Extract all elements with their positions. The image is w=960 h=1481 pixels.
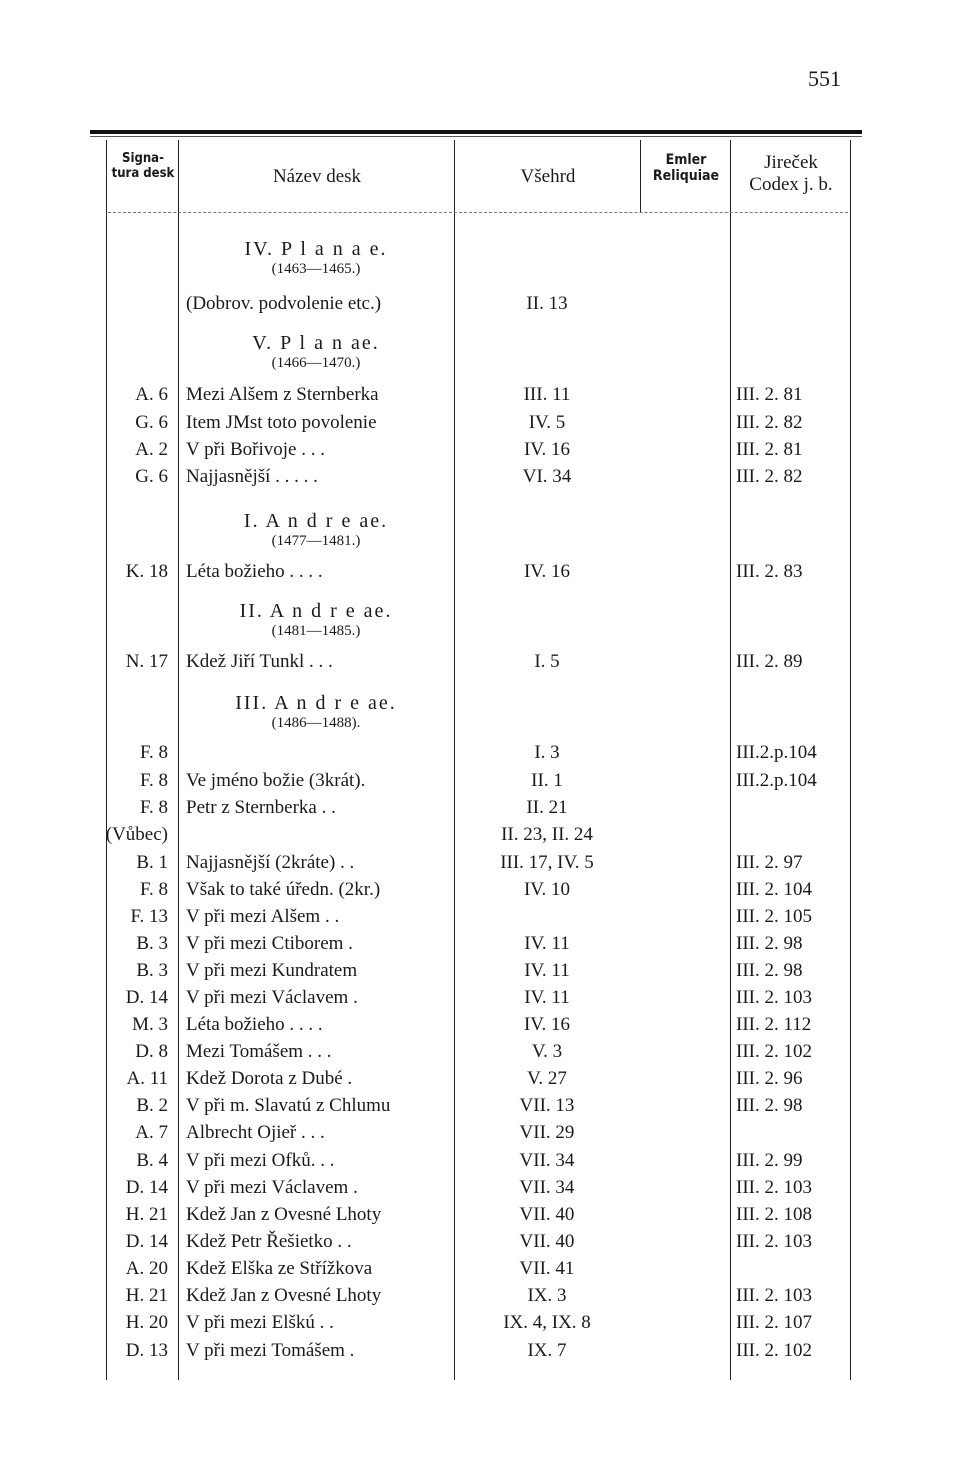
cell-vsehrd: VII. 34 [519,1150,575,1171]
table-row [0,906,960,933]
cell-vsehrd: VII. 29 [519,1122,575,1143]
cell-jirecek: III. 2. 104 [736,879,812,900]
section-years: (1477—1481.) [271,533,361,549]
cell-vsehrd: IX. 7 [527,1340,567,1361]
cell-jirecek: III. 2. 98 [736,960,803,981]
cell-vsehrd: IV. 11 [524,987,570,1008]
cell-name: Ve jméno božie (3krát). [186,770,366,791]
cell-sig: H. 20 [125,1312,168,1333]
cell-name: Kdež Elška ze Střížkova [186,1258,373,1279]
table-row [0,466,960,493]
cell-sig: F. 8 [139,770,168,791]
cell-jirecek: III. 2. 105 [736,906,812,927]
header-jirecek [732,152,850,196]
cell-jirecek: III. 2. 112 [736,1014,812,1035]
page-number: 551 [808,66,841,91]
table-row [0,852,960,879]
table-row [0,412,960,439]
header-signatura-line2: tura desk [111,165,175,181]
cell-vsehrd: II. 13 [526,293,568,314]
header-divider [108,212,848,213]
cell-jirecek: III.2.p.104 [736,742,817,763]
cell-vsehrd: II. 21 [526,797,568,818]
table-row [0,987,960,1014]
cell-name: Albrecht Ojieř . . . [186,1122,325,1143]
cell-vsehrd: VII. 34 [519,1177,575,1198]
cell-name: Item JMst toto povolenie [186,412,377,433]
header-signatura-line1: Signa- [122,151,164,166]
cell-vsehrd: V. 27 [527,1068,567,1089]
cell-sig: (Vůbec) [105,824,168,845]
header-vsehrd: Všehrd [520,166,576,187]
header-signatura [108,152,178,182]
cell-name: Léta božieho . . . . [186,1014,323,1035]
header-emler-line2: Reliquiae [652,168,720,185]
section-heading [186,238,446,278]
table-row [0,561,960,588]
cell-jirecek: III. 2. 102 [736,1340,812,1361]
cell-jirecek: III. 2. 107 [736,1312,812,1333]
cell-vsehrd: II. 1 [531,770,563,791]
cell-name: V při Bořivoje . . . [186,439,325,460]
cell-jirecek: III. 2. 103 [736,1231,812,1252]
table-row [0,1258,960,1285]
cell-sig: D. 8 [135,1041,168,1062]
cell-vsehrd: VII. 40 [519,1204,575,1225]
cell-sig: F. 8 [139,742,168,763]
cell-jirecek: III. 2. 82 [736,466,803,487]
cell-name: Kdež Dorota z Dubé . [186,1068,353,1089]
cell-vsehrd: VII. 41 [519,1258,575,1279]
cell-name: V při mezi Ofků. . . [186,1150,335,1171]
table-row [0,1041,960,1068]
cell-sig: G. 6 [135,412,168,433]
cell-name: V při m. Slavatú z Chlumu [186,1095,391,1116]
table-row [0,1231,960,1258]
cell-sig: F. 8 [139,879,168,900]
cell-sig: K. 18 [125,561,168,582]
cell-vsehrd: IV. 11 [524,960,570,981]
header-jirecek-line2: Codex j. b. [749,173,833,195]
cell-vsehrd: IX. 4, IX. 8 [503,1312,591,1333]
cell-sig: F. 13 [130,906,168,927]
cell-vsehrd: IV. 5 [528,412,566,433]
cell-jirecek: III. 2. 83 [736,561,803,582]
cell-sig: G. 6 [135,466,168,487]
section-heading [186,600,446,640]
cell-jirecek: III.2.p.104 [736,770,817,791]
cell-name: V při mezi Ctiborem . [186,933,353,954]
cell-vsehrd: VI. 34 [522,466,572,487]
cell-name: Kdež Jan z Ovesné Lhoty [186,1204,382,1225]
cell-sig: F. 8 [139,797,168,818]
cell-sig: B. 3 [136,960,168,981]
table-row [0,1204,960,1231]
section-heading [186,692,446,732]
table-row [0,770,960,797]
cell-name: V při mezi Alšem . . [186,906,340,927]
column-rule-3 [640,140,641,212]
cell-name: V při mezi Václavem . [186,987,358,1008]
cell-vsehrd: III. 17, IV. 5 [500,852,594,873]
cell-vsehrd: IV. 10 [523,879,571,900]
table-row [0,1150,960,1177]
table-row [0,960,960,987]
cell-jirecek: III. 2. 108 [736,1204,812,1225]
cell-vsehrd: I. 5 [534,651,560,672]
section-title: V. P l a n ae. [252,332,380,354]
top-rule-thin [90,136,862,137]
table-row [0,1177,960,1204]
cell-jirecek: III. 2. 103 [736,1285,812,1306]
header-emler-line1: Emler [665,152,707,168]
cell-jirecek: III. 2. 98 [736,933,803,954]
cell-sig: H. 21 [125,1204,168,1225]
cell-sig: B. 4 [136,1150,168,1171]
cell-sig: D. 13 [125,1340,168,1361]
cell-sig: B. 2 [136,1095,168,1116]
cell-jirecek: III. 2. 97 [736,852,803,873]
cell-vsehrd: VII. 40 [519,1231,575,1252]
cell-name: Petr z Sternberka . . [186,797,336,818]
section-years: (1486—1488). [271,715,361,731]
cell-sig: H. 21 [125,1285,168,1306]
cell-vsehrd: IV. 16 [523,439,571,460]
cell-jirecek: III. 2. 96 [736,1068,803,1089]
cell-vsehrd: III. 11 [523,384,571,405]
cell-name: Však to také úředn. (2kr.) [186,879,381,900]
cell-name: Kdež Jan z Ovesné Lhoty [186,1285,382,1306]
cell-name: V při mezi Václavem . [186,1177,358,1198]
table-row [0,1014,960,1041]
table-row [0,1312,960,1339]
table-row [0,1285,960,1312]
table-row [0,1068,960,1095]
section-heading [186,510,446,550]
cell-name: (Dobrov. podvolenie etc.) [186,293,382,314]
cell-sig: D. 14 [125,1231,168,1252]
cell-name: Mezi Alšem z Sternberka [186,384,379,405]
header-emler [642,152,730,184]
section-heading [186,332,446,372]
cell-name: Léta božieho . . . . [186,561,323,582]
cell-sig: M. 3 [132,1014,168,1035]
section-title: II. A n d r e ae. [239,600,393,622]
cell-vsehrd: VII. 13 [519,1095,575,1116]
cell-jirecek: III. 2. 103 [736,1177,812,1198]
table-row [0,293,960,320]
top-rule [90,130,862,134]
cell-name: Kdež Jiří Tunkl . . . [186,651,333,672]
cell-vsehrd: V. 3 [531,1041,563,1062]
cell-name: V při mezi Kundratem [186,960,358,981]
cell-sig: D. 14 [125,987,168,1008]
table-row [0,651,960,678]
cell-jirecek: III. 2. 82 [736,412,803,433]
section-title: I. A n d r e ae. [243,510,389,532]
cell-name: V při mezi Tomášem . [186,1340,355,1361]
cell-jirecek: III. 2. 98 [736,1095,803,1116]
table-row [0,933,960,960]
table-row [0,824,960,851]
cell-vsehrd: IV. 11 [524,933,570,954]
table-row [0,797,960,824]
table-row [0,384,960,411]
cell-jirecek: III. 2. 81 [736,384,803,405]
cell-name: V při mezi Elškú . . [186,1312,334,1333]
section-years: (1463—1465.) [271,261,361,277]
cell-vsehrd: II. 23, II. 24 [501,824,593,845]
cell-name: Najjasnější (2kráte) . . [186,852,355,873]
header-jirecek-line1: Jireček [764,152,818,173]
table-row [0,1340,960,1367]
cell-sig: A. 11 [126,1068,168,1089]
cell-jirecek: III. 2. 89 [736,651,803,672]
cell-jirecek: III. 2. 103 [736,987,812,1008]
cell-vsehrd: IX. 3 [527,1285,567,1306]
cell-name: Mezi Tomášem . . . [186,1041,332,1062]
cell-name: Kdež Petr Řešietko . . [186,1231,352,1252]
cell-vsehrd: IV. 16 [523,1014,571,1035]
cell-jirecek: III. 2. 99 [736,1150,803,1171]
cell-sig: A. 20 [125,1258,168,1279]
cell-jirecek: III. 2. 102 [736,1041,812,1062]
cell-jirecek: III. 2. 81 [736,439,803,460]
section-title: IV. P l a n a e. [244,238,388,260]
header-nazev: Název desk [272,166,362,187]
cell-sig: A. 7 [135,1122,168,1143]
cell-sig: A. 6 [135,384,168,405]
section-years: (1481—1485.) [271,623,361,639]
table-row [0,439,960,466]
cell-sig: D. 14 [125,1177,168,1198]
cell-sig: A. 2 [135,439,168,460]
cell-sig: N. 17 [125,651,168,672]
section-years: (1466—1470.) [271,355,361,371]
table-row [0,1122,960,1149]
cell-vsehrd: IV. 16 [523,561,571,582]
cell-vsehrd: I. 3 [534,742,560,763]
table-row [0,742,960,769]
cell-sig: B. 1 [136,852,168,873]
table-row [0,879,960,906]
section-title: III. A n d r e ae. [235,692,397,714]
cell-sig: B. 3 [136,933,168,954]
table-row [0,1095,960,1122]
cell-name: Najjasnější . . . . . [186,466,318,487]
